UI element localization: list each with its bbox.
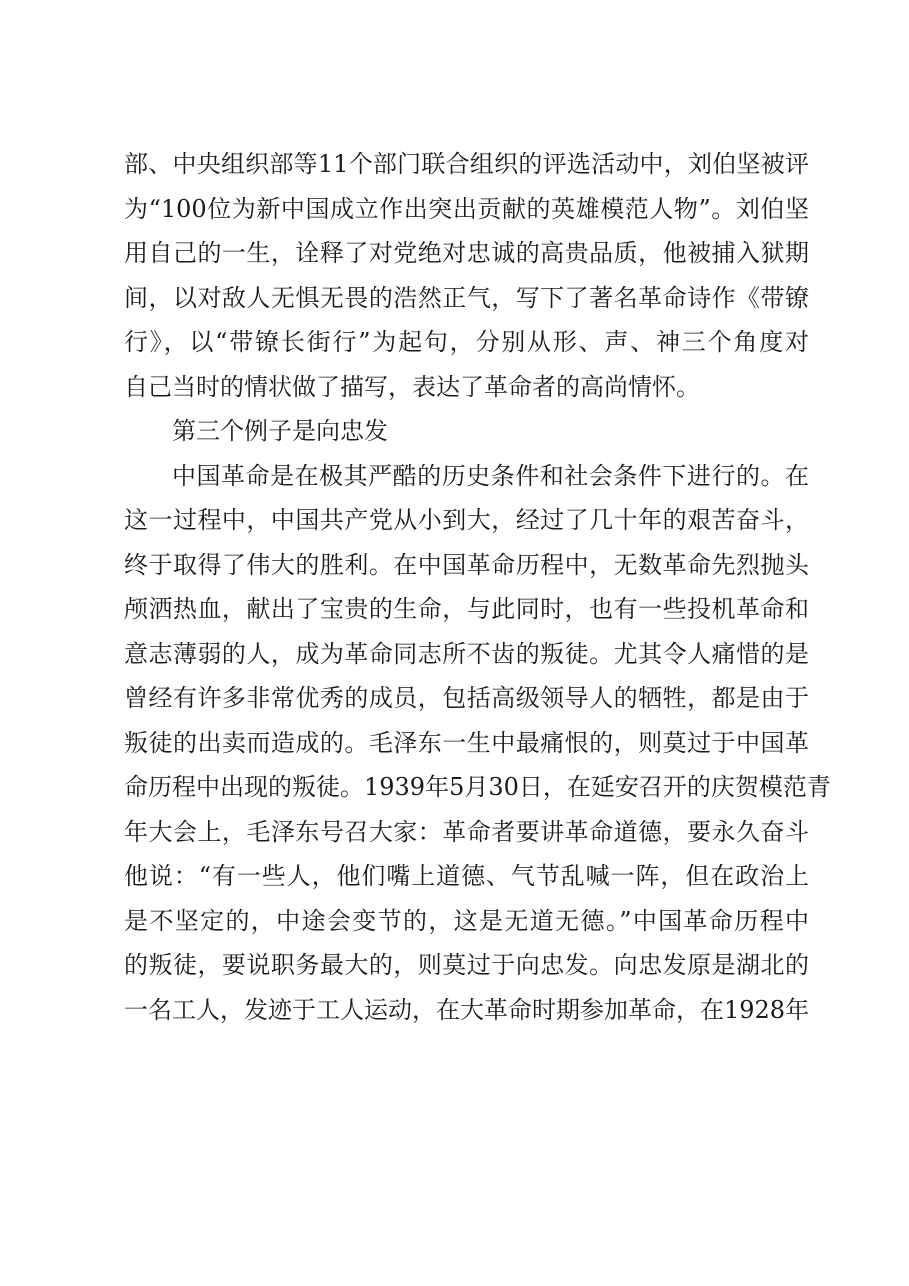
text-line: 中国革命是在极其严酷的历史条件和社会条件下进行的。在 xyxy=(172,461,809,490)
text-line: 为“100位为新中国成立作出突出贡献的英雄模范人物”。刘伯坚 xyxy=(124,194,809,223)
text-line: 部、中央组织部等11个部门联合组织的评选活动中，刘伯坚被评 xyxy=(124,150,809,178)
text-line: 一名工人，发迹于工人运动，在大革命时期参加革命，在1928年 xyxy=(124,995,810,1024)
text-line: 行》，以“带镣长街行”为起句，分别从形、声、神三个角度对 xyxy=(124,328,809,356)
document-body xyxy=(124,142,831,1032)
text-line: 终于取得了伟大的胜利。在中国革命历程中，无数革命先烈抛头 xyxy=(124,550,809,579)
text-line: 年大会上，毛泽东号召大家：革命者要讲革命道德，要永久奋斗 xyxy=(124,817,809,846)
text-line: 意志薄弱的人，成为革命同志所不齿的叛徒。尤其令人痛惜的是 xyxy=(124,639,809,668)
text-line: 这一过程中，中国共产党从小到大，经过了几十年的艰苦奋斗， xyxy=(124,506,809,534)
text-line: 命历程中出现的叛徒。1939年5月30日，在延安召开的庆贺模范青 xyxy=(124,773,831,801)
section-heading: 第三个例子是向忠发 xyxy=(172,417,388,445)
text-line: 的叛徒，要说职务最大的，则莫过于向忠发。向忠发原是湖北的 xyxy=(124,951,809,979)
text-line: 自己当时的情状做了描写，表达了革命者的高尚情怀。 xyxy=(124,372,700,401)
text-line: 曾经有许多非常优秀的成员，包括高级领导人的牺牲，都是由于 xyxy=(124,684,809,712)
text-line: 颅洒热血，献出了宝贵的生命，与此同时，也有一些投机革命和 xyxy=(124,595,809,623)
text-line: 他说：“有一些人，他们嘴上道德、气节乱喊一阵，但在政治上 xyxy=(124,862,809,890)
text-line: 叛徒的出卖而造成的。毛泽东一生中最痛恨的，则莫过于中国革 xyxy=(124,728,809,757)
text-line: 间，以对敌人无惧无畏的浩然正气，写下了著名革命诗作《带镣 xyxy=(124,283,809,312)
text-line: 是不坚定的，中途会变节的，这是无道无德。”中国革命历程中 xyxy=(124,906,809,935)
text-line: 用自己的一生，诠释了对党绝对忠诚的高贵品质，他被捕入狱期 xyxy=(124,239,809,267)
